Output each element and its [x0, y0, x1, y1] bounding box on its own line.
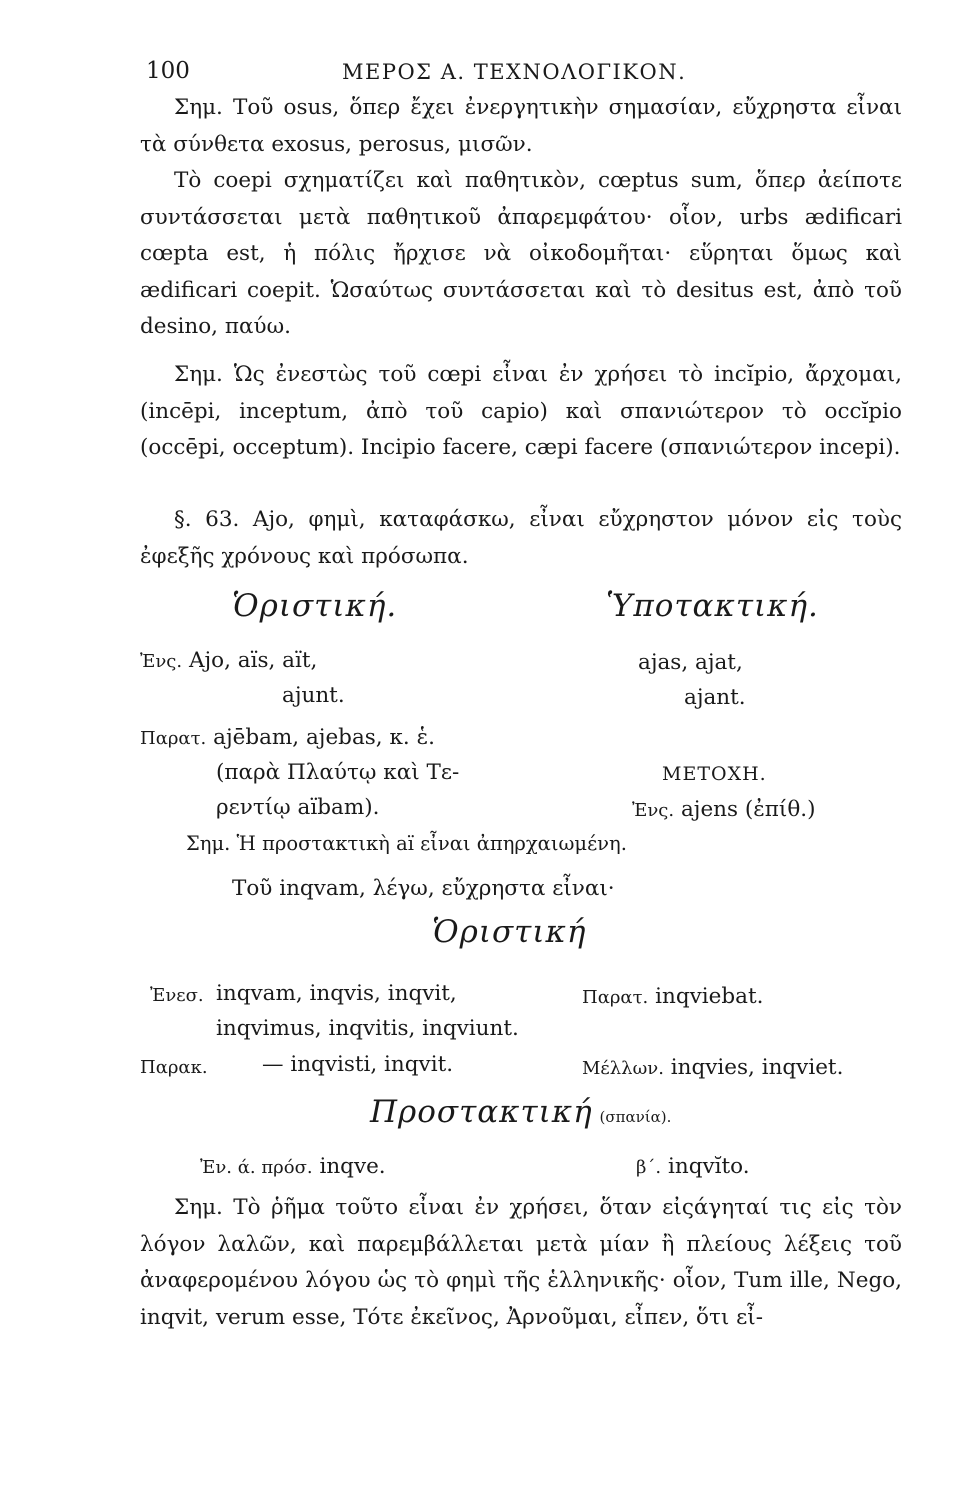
- imperative-second-label: β΄.: [636, 1157, 662, 1178]
- inqvam-imperfect-row: [582, 984, 763, 1009]
- paragraph-coepi: Τὸ coepi σχηματίζει καὶ παθητικὸν, cœptus sum, ὅπερ ἀείποτε συντάσσεται μετὰ παθητικοῦ ἀπαρεμφάτου· οἷον, urbs ædificari cœpta est, ἡ πόλις ἤρχισε νὰ οἰκοδομῆται· εὕρηται ὅμως καὶ ædificari coepit. Ὡσαύτως συντάσσεται καὶ τὸ desitus est, ἀπὸ τοῦ desino, παύω.: [140, 168, 902, 339]
- inqvam-future-row: [582, 1055, 843, 1080]
- present-label: Ἐνς.: [140, 651, 183, 672]
- inqvam-future-form: inqvies, inqviet.: [670, 1055, 844, 1080]
- inqvam-imperative-heading: Προστακτική: [370, 1094, 593, 1130]
- imperative-note: Σημ. Ἡ προστακτικὴ aï εἶναι ἀπηρχαιωμένη.: [186, 832, 627, 855]
- inqvam-imperative-note: (σπανία).: [599, 1108, 672, 1126]
- participle-heading: ΜΕΤΟΧΗ.: [662, 763, 767, 785]
- note-inqvam-usage: Σημ. Τὸ ῥῆμα τοῦτο εἶναι ἐν χρήσει, ὅταν εἰςάγηταί τις εἰς τὸν λόγον λαλῶν, καὶ παρεμβάλλεται μετὰ μίαν ἢ πλείους λέξεις τοῦ ἀναφερομένου λόγου ὡς τὸ φημὶ τῆς ἑλληνικῆς· οἷον, Tum ille, Nego, inqvit, verum esse, Τότε ἐκεῖνος, Ἀρνοῦμαι, εἶπεν, ὅτι εἶ-: [140, 1195, 902, 1330]
- inqvam-intro: Τοῦ inqvam, λέγω, εὔχρηστα εἶναι·: [232, 876, 615, 901]
- imperative-second-form: inqvĭto.: [667, 1154, 750, 1179]
- present-forms: Ajo, aïs, aït,: [188, 648, 318, 673]
- imperative-heading-row: [370, 1094, 671, 1130]
- imperative-first-row: [200, 1154, 386, 1179]
- inqvam-perfect-label: Παρακ.: [140, 1057, 208, 1078]
- imperfect-label: Παρατ.: [140, 728, 207, 749]
- inqvam-future-label: Μέλλων.: [582, 1058, 664, 1079]
- note-incipio: Σημ. Ὡς ἐνεστὼς τοῦ cœpi εἶναι ἐν χρήσει τὸ incĭpio, ἄρχομαι, (incēpi, inceptum, ἀπὸ τοῦ capio) καὶ σπανιώτερον τὸ occĭpio (occēpi, occeptum). Incipio facere, cæpi facere (σπανιώτερον incepi).: [140, 362, 902, 460]
- imperfect-note-1: (παρὰ Πλαύτῳ καὶ Τε-: [216, 760, 460, 785]
- subjunctive-forms: ajas, ajat,: [638, 650, 743, 675]
- imperfect-forms: ajēbam, ajebas, κ. ἑ.: [213, 725, 435, 750]
- inqvam-present-label: Ἐνεσ.: [150, 985, 204, 1006]
- imperfect-note-2: ρεντίῳ aïbam).: [216, 795, 380, 820]
- participle-form: ajens (ἐπίθ.): [680, 797, 816, 822]
- subjunctive-forms-plural: ajant.: [684, 685, 746, 710]
- inqvam-present-forms-plural: inqvimus, inqvitis, inqviunt.: [216, 1016, 519, 1041]
- present-forms-plural: ajunt.: [282, 683, 345, 708]
- section-63-ajo: §. 63. Ajo, φημὶ, καταφάσκω, εἶναι εὔχρηστον μόνον εἰς τοὺς ἐφεξῆς χρόνους καὶ πρόσωπα.: [140, 507, 902, 569]
- page-number: 100: [146, 58, 190, 84]
- inqvam-present-forms: inqvam, inqvis, inqvit,: [216, 981, 457, 1006]
- note-osus: Σημ. Τοῦ osus, ὅπερ ἔχει ἐνεργητικὴν σημασίαν, εὔχρηστα εἶναι τὰ σύνθετα exosus, perosus, μισῶν.: [140, 95, 902, 157]
- inqvam-imperfect-label: Παρατ.: [582, 987, 649, 1008]
- ajo-imperfect-row: [140, 725, 435, 750]
- running-title: ΜΕΡΟΣ Α. ΤΕΧΝΟΛΟΓΙΚΟΝ.: [342, 60, 687, 84]
- imperative-second-row: [636, 1154, 750, 1179]
- participle-row: [632, 797, 816, 822]
- ajo-present-row: [140, 648, 317, 673]
- inqvam-perfect-form: — inqvisti, inqvit.: [262, 1052, 454, 1077]
- inqvam-imperfect-form: inqviebat.: [655, 984, 764, 1009]
- participle-label: Ἐνς.: [632, 800, 675, 821]
- subjunctive-heading: Ὑποτακτική.: [606, 588, 819, 624]
- inqvam-indicative-heading: Ὁριστική: [432, 914, 587, 950]
- indicative-heading: Ὁριστική.: [232, 588, 398, 624]
- imperative-first-label: Ἐν. ά. πρόσ.: [200, 1157, 313, 1178]
- imperative-first-form: inqve.: [319, 1154, 386, 1179]
